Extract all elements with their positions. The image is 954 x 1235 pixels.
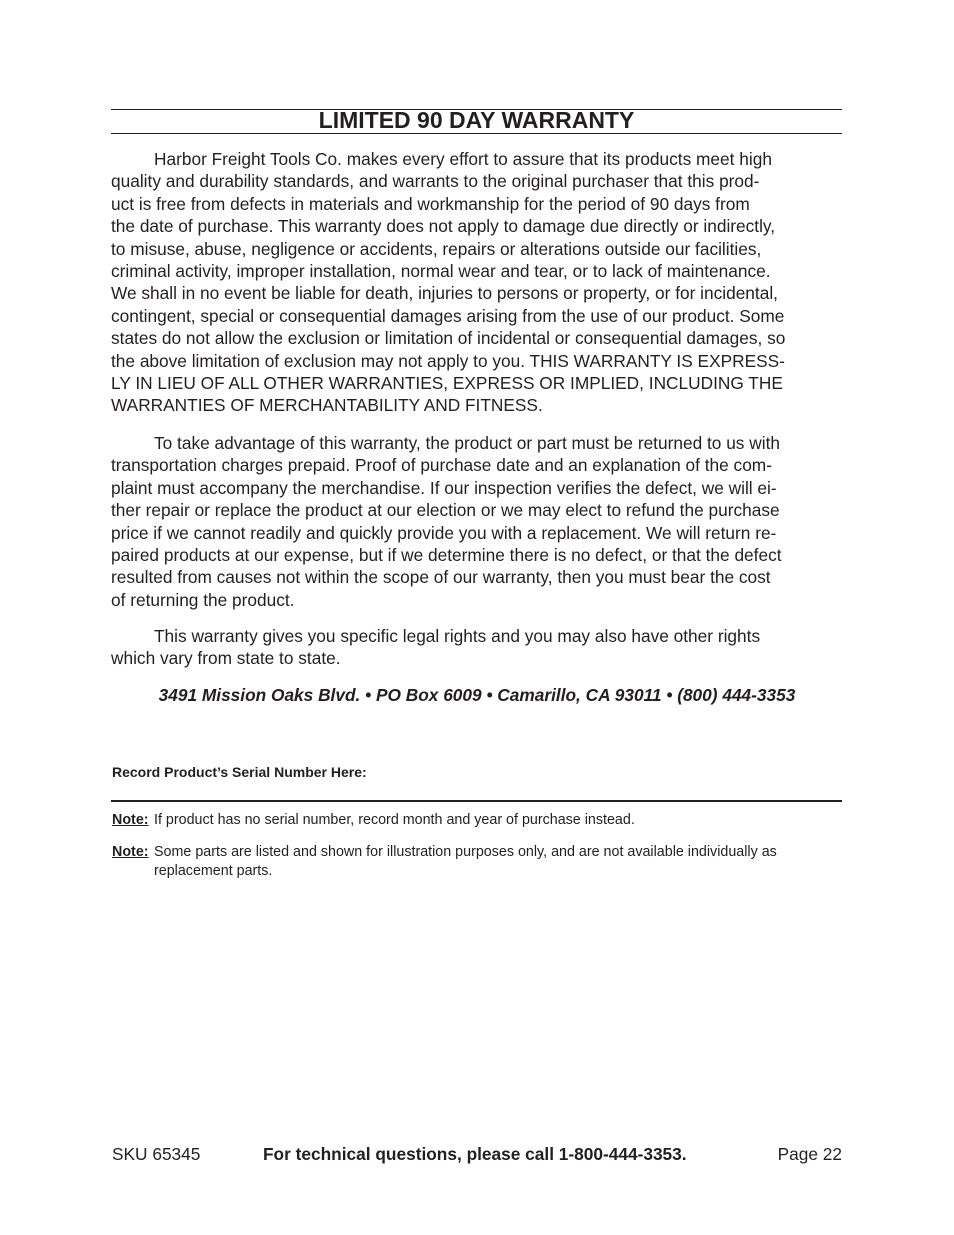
note-text: [112, 843, 842, 880]
text-line: This warranty gives you specific legal rights and you may also have other rights: [154, 626, 761, 646]
text-line: transportation charges prepaid. Proof of purchase date and an explanation of the com-: [111, 455, 772, 476]
note-label: Note:: [112, 812, 149, 828]
warranty-paragraph-1: [111, 148, 843, 417]
warranty-paragraph-3: [111, 625, 843, 670]
serial-number-label: Record Product’s Serial Number Here:: [112, 764, 367, 780]
note-text: [112, 811, 842, 830]
text-line: WARRANTIES OF MERCHANTABILITY AND FITNESS.: [111, 395, 543, 416]
title-rule-box: [111, 109, 842, 134]
company-address: 3491 Mission Oaks Blvd. • PO Box 6009 • Camarillo, CA 93011 • (800) 444-3353: [158, 685, 796, 705]
text-line: resulted from causes not within the scope of our warranty, then you must bear the cost: [111, 567, 771, 588]
warranty-paragraph-2: [111, 432, 843, 611]
text-line: We shall in no event be liable for death, injuries to persons or property, or for incidental,: [111, 283, 778, 304]
text-line: contingent, special or consequential damages arising from the use of our product. Some: [111, 305, 785, 326]
text-line: criminal activity, improper installation, normal wear and tear, or to lack of maintenance.: [111, 261, 771, 282]
note-serial-number: [112, 811, 842, 830]
serial-number-write-line: [111, 800, 842, 802]
text-line: LY IN LIEU OF ALL OTHER WARRANTIES, EXPRESS OR IMPLIED, INCLUDING THE: [111, 373, 783, 394]
text-line: paired products at our expense, but if we determine there is no defect, or that the defect: [111, 545, 782, 566]
text-line: price if we cannot readily and quickly provide you with a replacement. We will return re-: [111, 522, 777, 543]
text-line: If product has no serial number, record month and year of purchase instead.: [154, 812, 635, 828]
text-line: uct is free from defects in materials and workmanship for the period of 90 days from: [111, 193, 750, 214]
text-line: of returning the product.: [111, 589, 295, 610]
footer-tech-support: For technical questions, please call 1-800-444-3353.: [263, 1144, 687, 1164]
text-line: replacement parts.: [154, 862, 273, 879]
text-line: plaint must accompany the merchandise. If our inspection verifies the defect, we will ei-: [111, 477, 777, 498]
footer-sku: SKU 65345: [112, 1144, 201, 1164]
text-line: quality and durability standards, and warrants to the original purchaser that this prod-: [111, 171, 760, 192]
page-footer: [112, 1142, 842, 1166]
text-line: which vary from state to state.: [111, 648, 341, 669]
note-illustration-parts: [112, 843, 842, 880]
footer-page-number: Page 22: [777, 1144, 842, 1164]
note-label: Note:: [112, 844, 149, 860]
text-line: to misuse, abuse, negligence or accidents, repairs or alterations outside our facilities,: [111, 238, 762, 259]
text-line: the above limitation of exclusion may not apply to you. THIS WARRANTY IS EXPRESS-: [111, 350, 785, 371]
text-line: To take advantage of this warranty, the product or part must be returned to us with: [154, 433, 780, 453]
text-line: ther repair or replace the product at our election or we may elect to refund the purchase: [111, 500, 780, 521]
text-line: Some parts are listed and shown for illustration purposes only, and are not available individually as: [154, 844, 777, 860]
page-title: LIMITED 90 DAY WARRANTY: [318, 107, 635, 133]
text-line: states do not allow the exclusion or limitation of incidental or consequential damages, so: [111, 328, 786, 349]
text-line: the date of purchase. This warranty does not apply to damage due directly or indirectly,: [111, 216, 776, 237]
text-line: Harbor Freight Tools Co. makes every effort to assure that its products meet high: [154, 149, 772, 169]
